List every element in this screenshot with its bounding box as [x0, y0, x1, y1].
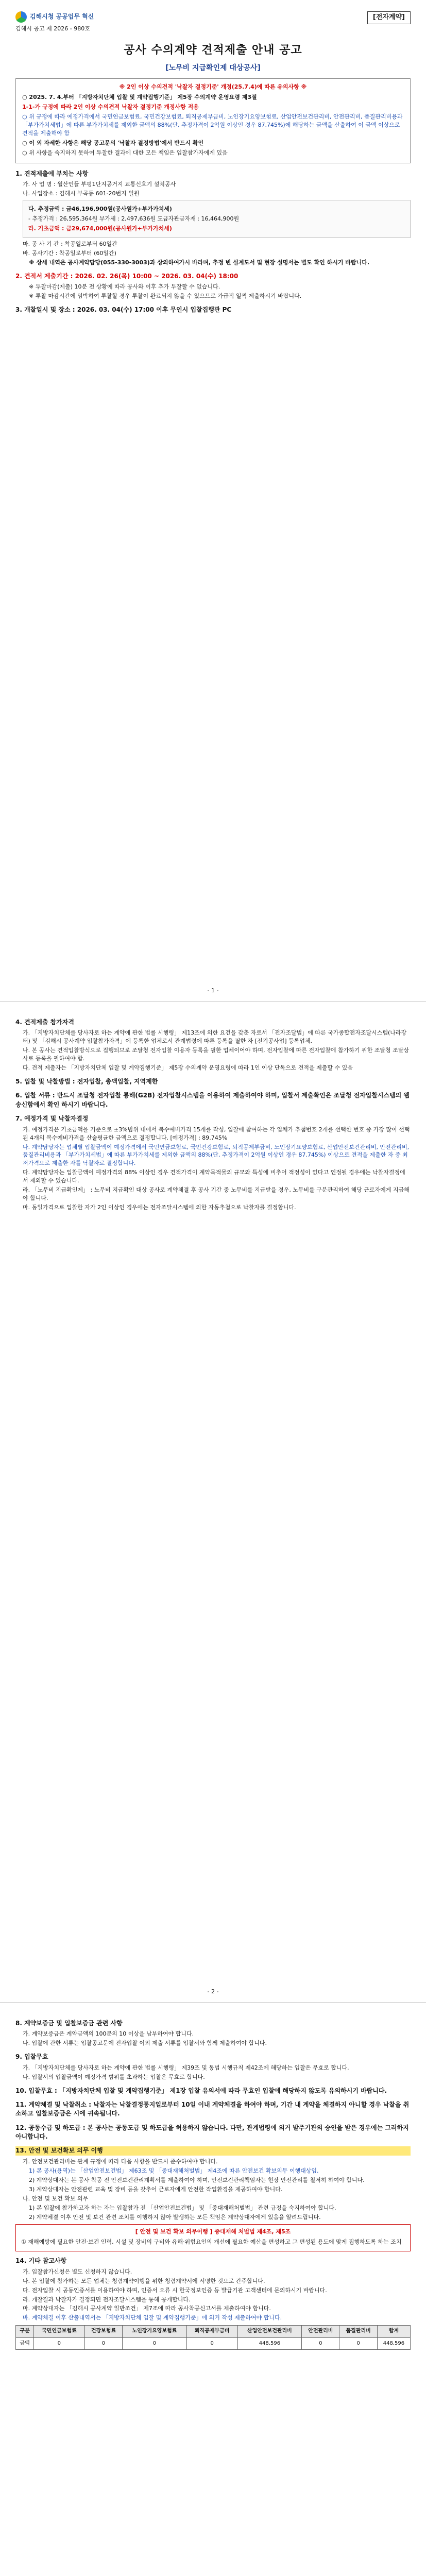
- section-item: 가. 입찰참가신청은 별도 신청하지 않습니다.: [23, 2268, 132, 2275]
- section-heading: 9. 입찰무효: [15, 2053, 48, 2061]
- table-cell: 448,596: [377, 2337, 410, 2350]
- estimated-breakdown: - 추정가격 : 26,595,364원 부가세 : 2,497,636원 도급자관급자재 : 16,464,900원: [28, 215, 240, 222]
- section-heading: 8. 계약보증금 및 입찰보증금 관련 사항: [15, 2020, 123, 2027]
- section-heading: 13. 안전 및 보건확보 의무 이행: [15, 2146, 411, 2155]
- table-cell: 0: [123, 2337, 187, 2350]
- section-item: 나. 본 입찰에 참가하는 모든 업체는 청렴계약이행을 위한 청렴계약서에 서명한 것으로 간주합니다.: [23, 2277, 265, 2284]
- page-number: - 2 -: [207, 1988, 219, 1995]
- page-4-content: [0, 2014, 426, 2576]
- table-header: 퇴직공제부금비: [186, 2326, 237, 2338]
- section-heading: 3. 개찰일시 및 장소 : 2026. 03. 04(수) 17:00 이후 무인시 입찰집행관 PC: [15, 306, 232, 313]
- section-item: 1) 본 공사(용역)는 「산업안전보건법」 제63조 및 「중대재해처벌법」 제4조에 따른 안전보건 확보의무 이행대상임.: [29, 2167, 319, 2174]
- warning-text: ① 재해예방에 필요한 안전·보건 인력, 시설 및 장비의 구비와 유해·위험요인의 개선에 필요한 예산을 편성하고 그 편성된 용도에 맞게 집행하도록 하는 조치: [21, 2239, 402, 2246]
- section-item: 2) 계약체결 이후 안전 및 보건 관련 조치를 이행하지 않아 발생하는 모든 책임은 계약상대자에게 있음을 알려드립니다.: [29, 2213, 321, 2221]
- notice-line: ○ 이 외 자세한 사항은 해당 공고문의 '낙찰자 결정방법'에서 반드시 확인: [22, 139, 204, 146]
- section-item: 바. 공사기간 : 착공일로부터 (60일간): [23, 249, 116, 257]
- section-heading: 6. 입찰 서류 : 반드시 조달청 전자입찰 통해(G2B) 전자입찰시스템을 이용하여 제출하여야 하며, 입찰서 제출확인은 조달청 전자입찰시스템의 웹 송신함에서 확인 하시기 바랍니다.: [15, 1092, 410, 1108]
- notice-box: [15, 78, 411, 163]
- section-note: ※ 투찰 마감시간에 임박하여 투찰할 경우 투찰이 완료되지 않을 수 있으므로 가급적 일찍 제출하시기 바랍니다.: [29, 292, 302, 299]
- section-item: 라. 「노무비 지급확인제」 : 노무비 지급확인 대상 공사로 계약체결 후 공사 기간 중 노무비를 지급받을 경우, 노무비를 구분관리하여 해당 근로자에게 지급해야 합니다.: [23, 1187, 410, 1202]
- section-heading: 5. 입찰 및 낙찰방법 : 전자입찰, 총액입찰, 지역제한: [15, 1078, 158, 1086]
- logo: [15, 11, 94, 23]
- section-item: 가. 사 업 명 : 월산인들 부평1단지공거지 교통신호기 설치공사: [23, 181, 176, 188]
- amount-box: [23, 200, 411, 238]
- table-header: 노인장기요양보험료: [123, 2326, 187, 2338]
- section-item: 라. 개찰결과 낙찰자가 결정되면 전자조달시스템을 통해 공개합니다.: [23, 2296, 191, 2303]
- section-heading: 4. 견적제출 참가자격: [15, 1019, 75, 1026]
- section-item: 나. 사업장소 : 김해시 부곡동 601-20번지 일원: [23, 190, 140, 197]
- section-item: 마. 계약상대자는 「김해시 공사계약 일반조건」 제7조에 따라 공사착공신고서를 제출하여야 합니다.: [23, 2305, 271, 2312]
- section-heading: 1. 견적제출에 부치는 사항: [15, 170, 89, 177]
- section-item: 1) 본 입찰에 참가하고자 하는 자는 입찰참가 전 「산업안전보건법」 및 「중대재해처벌법」 관련 규정을 숙지하여야 합니다.: [29, 2204, 336, 2211]
- page-2: [0, 1002, 426, 2003]
- document-header: [15, 11, 411, 33]
- section-item: 나. 안전 및 보건 확보 의무: [23, 2195, 89, 2202]
- table-header: 합계: [377, 2326, 410, 2338]
- section-note: ※ 상세 내역은 공사계약담당(055-330-3003)과 상의하여가시 바라며, 추정 변 설계도서 및 현장 설명서는 별도 확인 하시기 바랍니다.: [29, 259, 370, 266]
- document-subtitle: [노무비 지급확인제 대상공사]: [165, 63, 261, 72]
- table-header: 구분: [16, 2326, 34, 2338]
- estimated-amount: 다. 추정금액 : 금46,196,900원(공사원가+부가가치세): [28, 205, 172, 212]
- section-item: 다. 계약담당자는 입찰금액이 예정가격의 88% 이상인 경우 견적가격이 계약목적물의 규모와 특성에 비추어 적정성이 없다고 인정될 경우에는 낙찰자결정에서 제외할 수 있습니다.: [23, 1169, 405, 1184]
- section-heading: 2. 견적서 제출기간 : 2026. 02. 26(목) 10:00 ~ 2026. 03. 04(수) 18:00: [15, 272, 238, 280]
- notice-line: ○ 위 사항을 숙지하지 못하여 투찰한 결과에 대한 모든 책임은 입찰참가자에게 있음: [22, 149, 228, 156]
- table-header: 품질관리비: [339, 2326, 377, 2338]
- table-cell: 금액: [16, 2337, 34, 2350]
- table-cell: 0: [302, 2337, 339, 2350]
- logo-icon: [15, 11, 27, 23]
- table-cell: 0: [339, 2337, 377, 2350]
- section-note: ※ 투찰마감(제출) 10분 전 상황에 따라 공사와 이후 추가 투찰할 수 없습니다.: [29, 283, 220, 290]
- table-header: 국민연금보험료: [33, 2326, 84, 2338]
- section-item: 다. 견적 제출자는 「지방자치단체 입찰 및 계약집행기준」 제5장 수의계약 운영요령에 따라 1인 이상 단독으로 견적을 제출할 수 있음: [23, 1064, 353, 1072]
- section-heading: 10. 입찰무효 : 「지방자치단체 입찰 및 계약집행기준」 제1장 입찰 유의서에 따라 무효인 입찰에 해당하지 않도록 유의하시기 바랍니다.: [15, 2087, 387, 2094]
- section-item: 마. 동일가격으로 입찰한 자가 2인 이상인 경우에는 전자조달시스템에 의한 자동추첨으로 낙찰자를 결정합니다.: [23, 1204, 296, 1211]
- table-cell: 0: [84, 2337, 122, 2350]
- section-item: 다. 전자입찰 시 공동인증서를 이용하여야 하며, 인증서 오류 시 한국정보인증 등 발급기관 고객센터에 문의하시기 바랍니다.: [23, 2286, 327, 2294]
- notice-line: ○ 위 규정에 따라 예정가격에서 국민연금보험료, 국민건강보험료, 퇴직공제부금비, 노인장기요양보험료, 산업안전보건관리비, 안전관리비, 품질관리비용과 「부가가치세법」에 따른 부가가치세를 제외한 금액의 88%(단, 추정가격이 2억원 이상인 경우 87.745%)에 해당하는 금액을 산출하여 이 금액 이상으로 견적을 제출해야 함: [22, 113, 403, 137]
- notice-line: ○ 2025. 7. 4.부터 「지방자치단체 입찰 및 계약집행기준」 제5장 수의계약 운영요령 제3절: [22, 94, 257, 101]
- section-item: 가. 계약보증금은 계약금액의 100분의 10 이상을 납부하여야 합니다.: [23, 2030, 194, 2038]
- table-cell: 0: [33, 2337, 84, 2350]
- section-heading: 11. 계약체결 및 낙찰취소 : 낙찰자는 낙찰결정통지일로부터 10일 이내 계약체결을 하여야 하며, 기간 내 계약을 체결하지 아니할 경우 낙찰을 취소하고 입찰보증금은 시에 귀속됩니다.: [15, 2100, 410, 2117]
- section-item: 가. 안전보건관리비는 관계 규정에 따라 다음 사항을 반드시 준수하여야 합니다.: [23, 2158, 218, 2165]
- section-item: 가. 「지방자치단체를 당사자로 하는 계약에 관한 법률 시행령」 제13조에 의한 요건을 갖춘 자로서 「전자조달법」에 따른 국가종합전자조달시스템(나라장터) 및 「김해시 공사계약 입찰참가자격」에 등록한 업체로서 관계법령에 따른 등록을 필한 자 [전기공사업] 등록업체.: [23, 1029, 407, 1045]
- section-heading: 7. 예정가격 및 낙찰자결정: [15, 1115, 89, 1123]
- table-cell: 448,596: [237, 2337, 302, 2350]
- logo-text: 김해시청 공공업무 혁신: [30, 13, 94, 21]
- classification-badge: [전자계약]: [367, 11, 411, 24]
- section-item: 가. 「지방자치단체를 당사자로 하는 계약에 관한 법률 시행령」 제39조 및 동법 시행규칙 제42조에 해당하는 입찰은 무효로 합니다.: [23, 2064, 349, 2071]
- page-number: - 1 -: [207, 987, 219, 994]
- document-title: 공사 수의계약 견적제출 안내 공고: [124, 43, 302, 57]
- section-item: 3) 계약상대자는 안전관련 교육 및 장비 등을 갖추어 근로자에게 안전한 작업환경을 제공하여야 합니다.: [29, 2185, 283, 2193]
- section-item: 2) 계약상대자는 본 공사 착공 전 안전보건관리계획서를 제출하여야 하며, 안전보건관리책임자는 현장 안전관리를 철저히 하여야 합니다.: [29, 2176, 365, 2183]
- section-item: 마. 공 사 기 간 : 착공일로부터 60일간: [23, 240, 117, 247]
- table-header: 건강보험료: [84, 2326, 122, 2338]
- section-item: 가. 예정가격은 기초금액을 기준으로 ±3%범위 내에서 복수예비가격 15개를 작성, 입찰에 참여하는 각 업체가 추첨번호 2개를 선택한 번호 중 가장 많이 선택된 4개의 복수예비가격을 산술평균한 금액으로 결정합니다. [예정가격] : 89.745%: [23, 1126, 410, 1141]
- page-1: [0, 0, 426, 1002]
- section-item: 나. 입찰서의 입찰금액이 예정가격 범위를 초과하는 입찰은 무효로 합니다.: [23, 2073, 205, 2080]
- section-item: 나. 계약담당자는 업체별 입찰금액이 예정가격에서 국민연금보험료, 국민건강보험료, 퇴직공제부금비, 노인장기요양보험료, 산업안전보건관리비, 안전관리비, 품질관리비용과 「부가가치세법」에 따른 부가가치세를 제외한 금액의 88%(단, 추정가격이 2억원 이상인 경우 87.745%) 이상으로 견적을 제출한 자 중 최저가격으로 제출한 자를 낙찰자로 결정합니다.: [23, 1143, 410, 1167]
- table-header: 산업안전보건관리비: [237, 2326, 302, 2338]
- section-heading: 14. 기타 참고사항: [15, 2257, 67, 2265]
- table-cell: 0: [186, 2337, 237, 2350]
- warning-title: [ 안전 및 보건 확보 의무이행 ] 중대재해 처벌법 제4조, 제5조: [135, 2228, 291, 2235]
- section-item: 나. 본 공사는 견적입찰방식으로 집행되므로 조달청 전자입찰 이용자 등록을 필한 업체이어야 하며, 전자입찰에 따른 전자입찰에 참가하기 위한 조달청 조달상사로 등록을 필하여야 함.: [23, 1047, 409, 1062]
- section-heading: 12. 공동수급 및 하도급 : 본 공사는 공동도급 및 하도급을 허용하지 않습니다. 다만, 관계법령에 의거 발주기관의 승인을 받은 경우에는 그러하지 아니합니다.: [15, 2124, 409, 2141]
- section-item: 나. 입찰에 관한 서류는 입찰공고문에 전자입찰 이외 제출 서류를 입찰서와 함께 제출하여야 합니다.: [23, 2040, 267, 2047]
- section-item: 바. 계약체결 이후 산출내역서는 「지방자치단체 입찰 및 계약집행기준」에 의거 작성 제출하여야 합니다.: [23, 2314, 282, 2321]
- base-amount: 라. 기초금액 : 금29,674,000원(공사원가+부가가치세): [28, 225, 172, 232]
- notice-heading: ※ 2인 이상 수의견적 '낙찰자 결정기준' 개정(25.7.4)에 따른 유의사항 ※: [119, 83, 307, 91]
- notice-line: 1-1-가 규정에 따라 2인 이상 수의견적 낙찰자 결정기준 개정사항 적용: [22, 104, 199, 110]
- document-number: 김해시 공고 제 2026 - 980호: [15, 25, 90, 32]
- table-header: 안전관리비: [302, 2326, 339, 2338]
